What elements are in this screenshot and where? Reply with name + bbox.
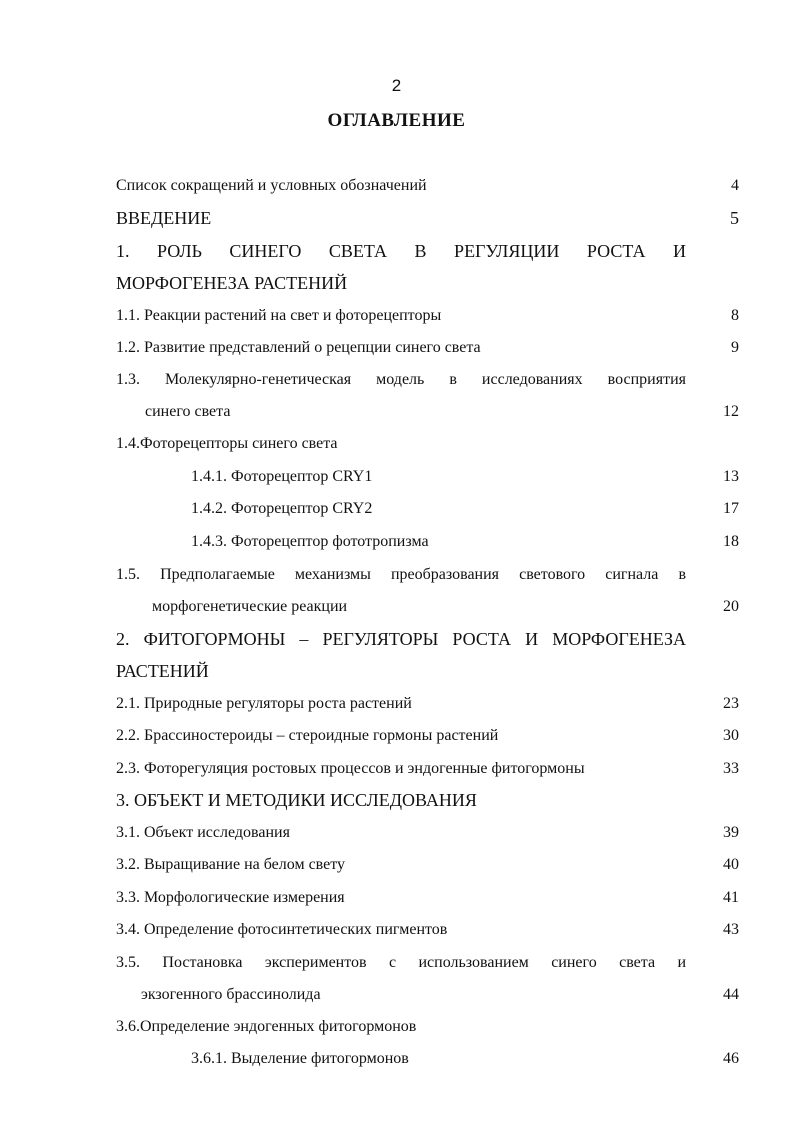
toc-entry-text: 2.3. Фоторегуляция ростовых процессов и эндогенные фитогормоны (116, 760, 585, 777)
toc-entry-text: Список сокращений и условных обозначений (116, 177, 427, 194)
toc-entry-page: 9 (731, 339, 739, 356)
toc-entry-page: 17 (723, 500, 739, 517)
toc-entry-text: 3. ОБЪЕКТ И МЕТОДИКИ ИССЛЕДОВАНИЯ (116, 790, 477, 810)
page-title: ОГЛАВЛЕНИЕ (327, 110, 466, 131)
toc-entry-page: 41 (723, 889, 739, 906)
toc-entry-text-line: экзогенного брассинолида (141, 986, 321, 1003)
toc-entry-page: 23 (723, 695, 739, 712)
toc-entry-text: 1.4.3. Фоторецептор фототропизма (191, 533, 429, 550)
toc-entry-page: 13 (723, 468, 739, 485)
toc-entry-text: 2.1. Природные регуляторы роста растений (116, 695, 412, 712)
toc-entry-page: 40 (723, 856, 739, 873)
toc-entry-text: 3.2. Выращивание на белом свету (116, 856, 346, 873)
toc-entry-text-line: 3.5. Постановка экспериментов с использованием синего света и (116, 954, 686, 971)
toc-entry-text-line: морфогенетические реакции (152, 598, 348, 615)
toc-entry-text: 2.2. Брассиностероиды – стероидные гормоны растений (116, 727, 499, 744)
page-number: 2 (391, 76, 402, 95)
toc-entry-page: 30 (723, 727, 739, 744)
toc-entry-page: 4 (731, 177, 739, 194)
toc-entry-text: 3.3. Морфологические измерения (116, 889, 345, 906)
toc-entry-page: 43 (723, 921, 739, 938)
toc-entry-text: 1.4.1. Фоторецептор CRY1 (191, 468, 373, 485)
toc-entry-text-line: МОРФОГЕНЕЗА РАСТЕНИЙ (116, 273, 348, 293)
toc-entry-text: 1.2. Развитие представлений о рецепции синего света (116, 339, 481, 356)
toc-entry-text: 1.1. Реакции растений на свет и фоторецепторы (116, 307, 442, 324)
toc-entry-page: 20 (723, 598, 739, 615)
toc-entry-text-line: синего света (145, 403, 231, 420)
toc-entry-text: 1.4.2. Фоторецептор CRY2 (191, 500, 373, 517)
toc-entry-text-line: 1.5. Предполагаемые механизмы преобразования светового сигнала в (116, 566, 686, 583)
toc-entry-page: 39 (723, 824, 739, 841)
toc-entry-text: 3.4. Определение фотосинтетических пигментов (116, 921, 448, 938)
toc-entry-text: 1.4.Фоторецепторы синего света (116, 435, 338, 452)
toc-entry-text-line: 1.3. Молекулярно-генетическая модель в исследованиях восприятия (116, 371, 686, 388)
toc-entry-text-line: 2. ФИТОГОРМОНЫ – РЕГУЛЯТОРЫ РОСТА И МОРФОГЕНЕЗА (116, 629, 686, 649)
toc-entry-page: 8 (731, 307, 739, 324)
toc-entry-page: 46 (723, 1050, 739, 1067)
toc-entry-text-line: РАСТЕНИЙ (116, 661, 209, 681)
toc-entry-text: 3.6.Определение эндогенных фитогормонов (116, 1018, 417, 1035)
toc-entry-text: 3.6.1. Выделение фитогормонов (191, 1050, 409, 1067)
toc-entry-page: 12 (723, 403, 739, 420)
toc-entry-page: 5 (730, 208, 739, 228)
toc-entry-page: 33 (723, 760, 739, 777)
toc-entry-text: 3.1. Объект исследования (116, 824, 290, 841)
toc-entry-page: 18 (723, 533, 739, 550)
toc-entry-page: 44 (723, 986, 739, 1003)
toc-entry-text: ВВЕДЕНИЕ (116, 208, 212, 228)
toc-entry-text-line: 1. РОЛЬ СИНЕГО СВЕТА В РЕГУЛЯЦИИ РОСТА И (116, 241, 686, 261)
